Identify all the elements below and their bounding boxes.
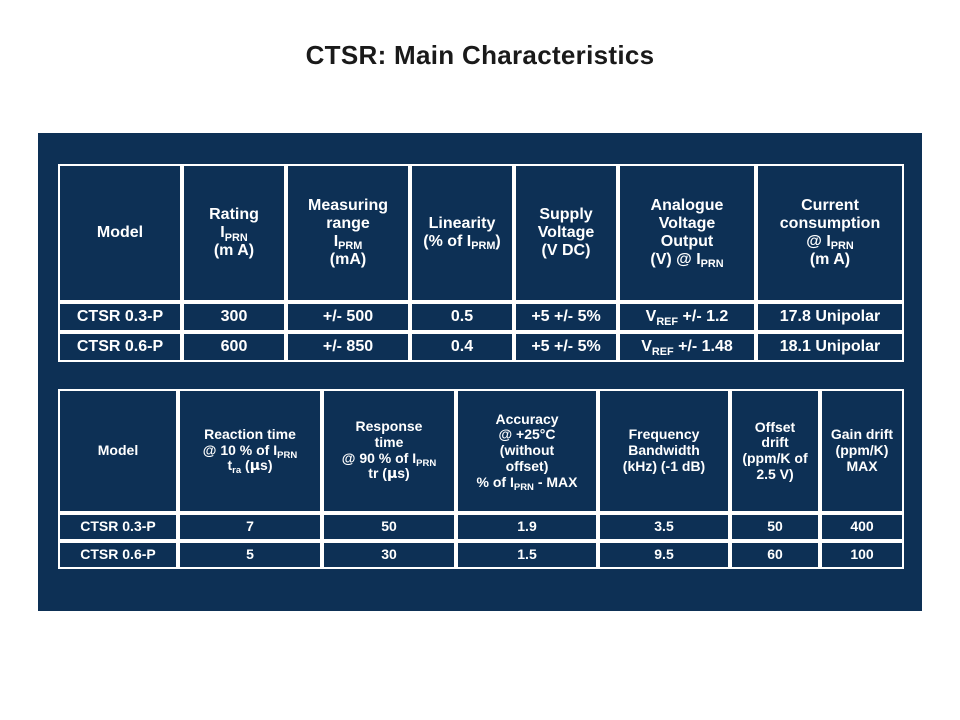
table-row (58, 332, 904, 362)
table2-cell-frequency-bandwidth: 3.5 (598, 513, 730, 541)
dynamic-characteristics-table (58, 389, 904, 569)
electrical-characteristics-table (58, 164, 904, 362)
table1-cell-analogue-output: $V_{REF}$ +/- 1.2 (618, 302, 756, 332)
dynamic-characteristics-table-wrapper (58, 389, 904, 569)
table2-header-response-time: Response time @ 90 % of $I_{PRN}$ tr (μs) (322, 389, 456, 513)
table1-cell-supply-voltage: +5 +/- 5% (514, 332, 618, 362)
table1-cell-measuring-range: +/- 850 (286, 332, 410, 362)
table1-cell-model: CTSR 0.6-P (58, 332, 182, 362)
table1-cell-current-consumption: 17.8 Unipolar (756, 302, 904, 332)
table-row (58, 513, 904, 541)
table2-cell-model: CTSR 0.3-P (58, 513, 178, 541)
table2-cell-response-time: 30 (322, 541, 456, 569)
table1-header-rating: Rating $I_{PRN}$ (m A) (182, 164, 286, 302)
table1-cell-supply-voltage: +5 +/- 5% (514, 302, 618, 332)
table1-cell-measuring-range: +/- 500 (286, 302, 410, 332)
table2-cell-accuracy: 1.5 (456, 541, 598, 569)
table2-cell-model: CTSR 0.6-P (58, 541, 178, 569)
table2-header-reaction-time: Reaction time @ 10 % of $I_{PRN}$ $t_{ra}$ (μs) (178, 389, 322, 513)
table1-header-row (58, 164, 904, 302)
table1-cell-current-consumption: 18.1 Unipolar (756, 332, 904, 362)
table2-cell-offset-drift: 60 (730, 541, 820, 569)
table1-cell-analogue-output: $V_{REF}$ +/- 1.48 (618, 332, 756, 362)
table2-header-offset-drift: Offset drift (ppm/K of 2.5 V) (730, 389, 820, 513)
electrical-characteristics-table-wrapper (58, 164, 904, 362)
table1-header-measuring-range: Measuring range $I_{PRM}$ (mA) (286, 164, 410, 302)
table2-cell-accuracy: 1.9 (456, 513, 598, 541)
table-row (58, 302, 904, 332)
table1-cell-model: CTSR 0.3-P (58, 302, 182, 332)
table1-header-model: Model (58, 164, 182, 302)
table2-cell-frequency-bandwidth: 9.5 (598, 541, 730, 569)
table2-header-row (58, 389, 904, 513)
table2-cell-response-time: 50 (322, 513, 456, 541)
table1-cell-linearity: 0.5 (410, 302, 514, 332)
table1-header-analogue-output: Analogue Voltage Output (V) @ $I_{PRN}$ (618, 164, 756, 302)
table2-cell-reaction-time: 5 (178, 541, 322, 569)
table2-cell-reaction-time: 7 (178, 513, 322, 541)
page-title: CTSR: Main Characteristics (305, 40, 655, 70)
table1-header-current-consumption: Current consumption @ $I_{PRN}$ (m A) (756, 164, 904, 302)
table1-cell-rating: 300 (182, 302, 286, 332)
table2-cell-gain-drift: 400 (820, 513, 904, 541)
table2-cell-gain-drift: 100 (820, 541, 904, 569)
table1-cell-linearity: 0.4 (410, 332, 514, 362)
table1-cell-rating: 600 (182, 332, 286, 362)
table1-header-linearity: Linearity (% of $I_{PRM}$) (410, 164, 514, 302)
table2-header-accuracy: Accuracy @ +25°C (without offset) % of $I_{PRN}$ - MAX (456, 389, 598, 513)
table2-cell-offset-drift: 50 (730, 513, 820, 541)
table-row (58, 541, 904, 569)
table2-header-model: Model (58, 389, 178, 513)
table2-header-gain-drift: Gain drift (ppm/K) MAX (820, 389, 904, 513)
table2-header-frequency-bandwidth: Frequency Bandwidth (kHz) (-1 dB) (598, 389, 730, 513)
table1-header-supply-voltage: Supply Voltage (V DC) (514, 164, 618, 302)
